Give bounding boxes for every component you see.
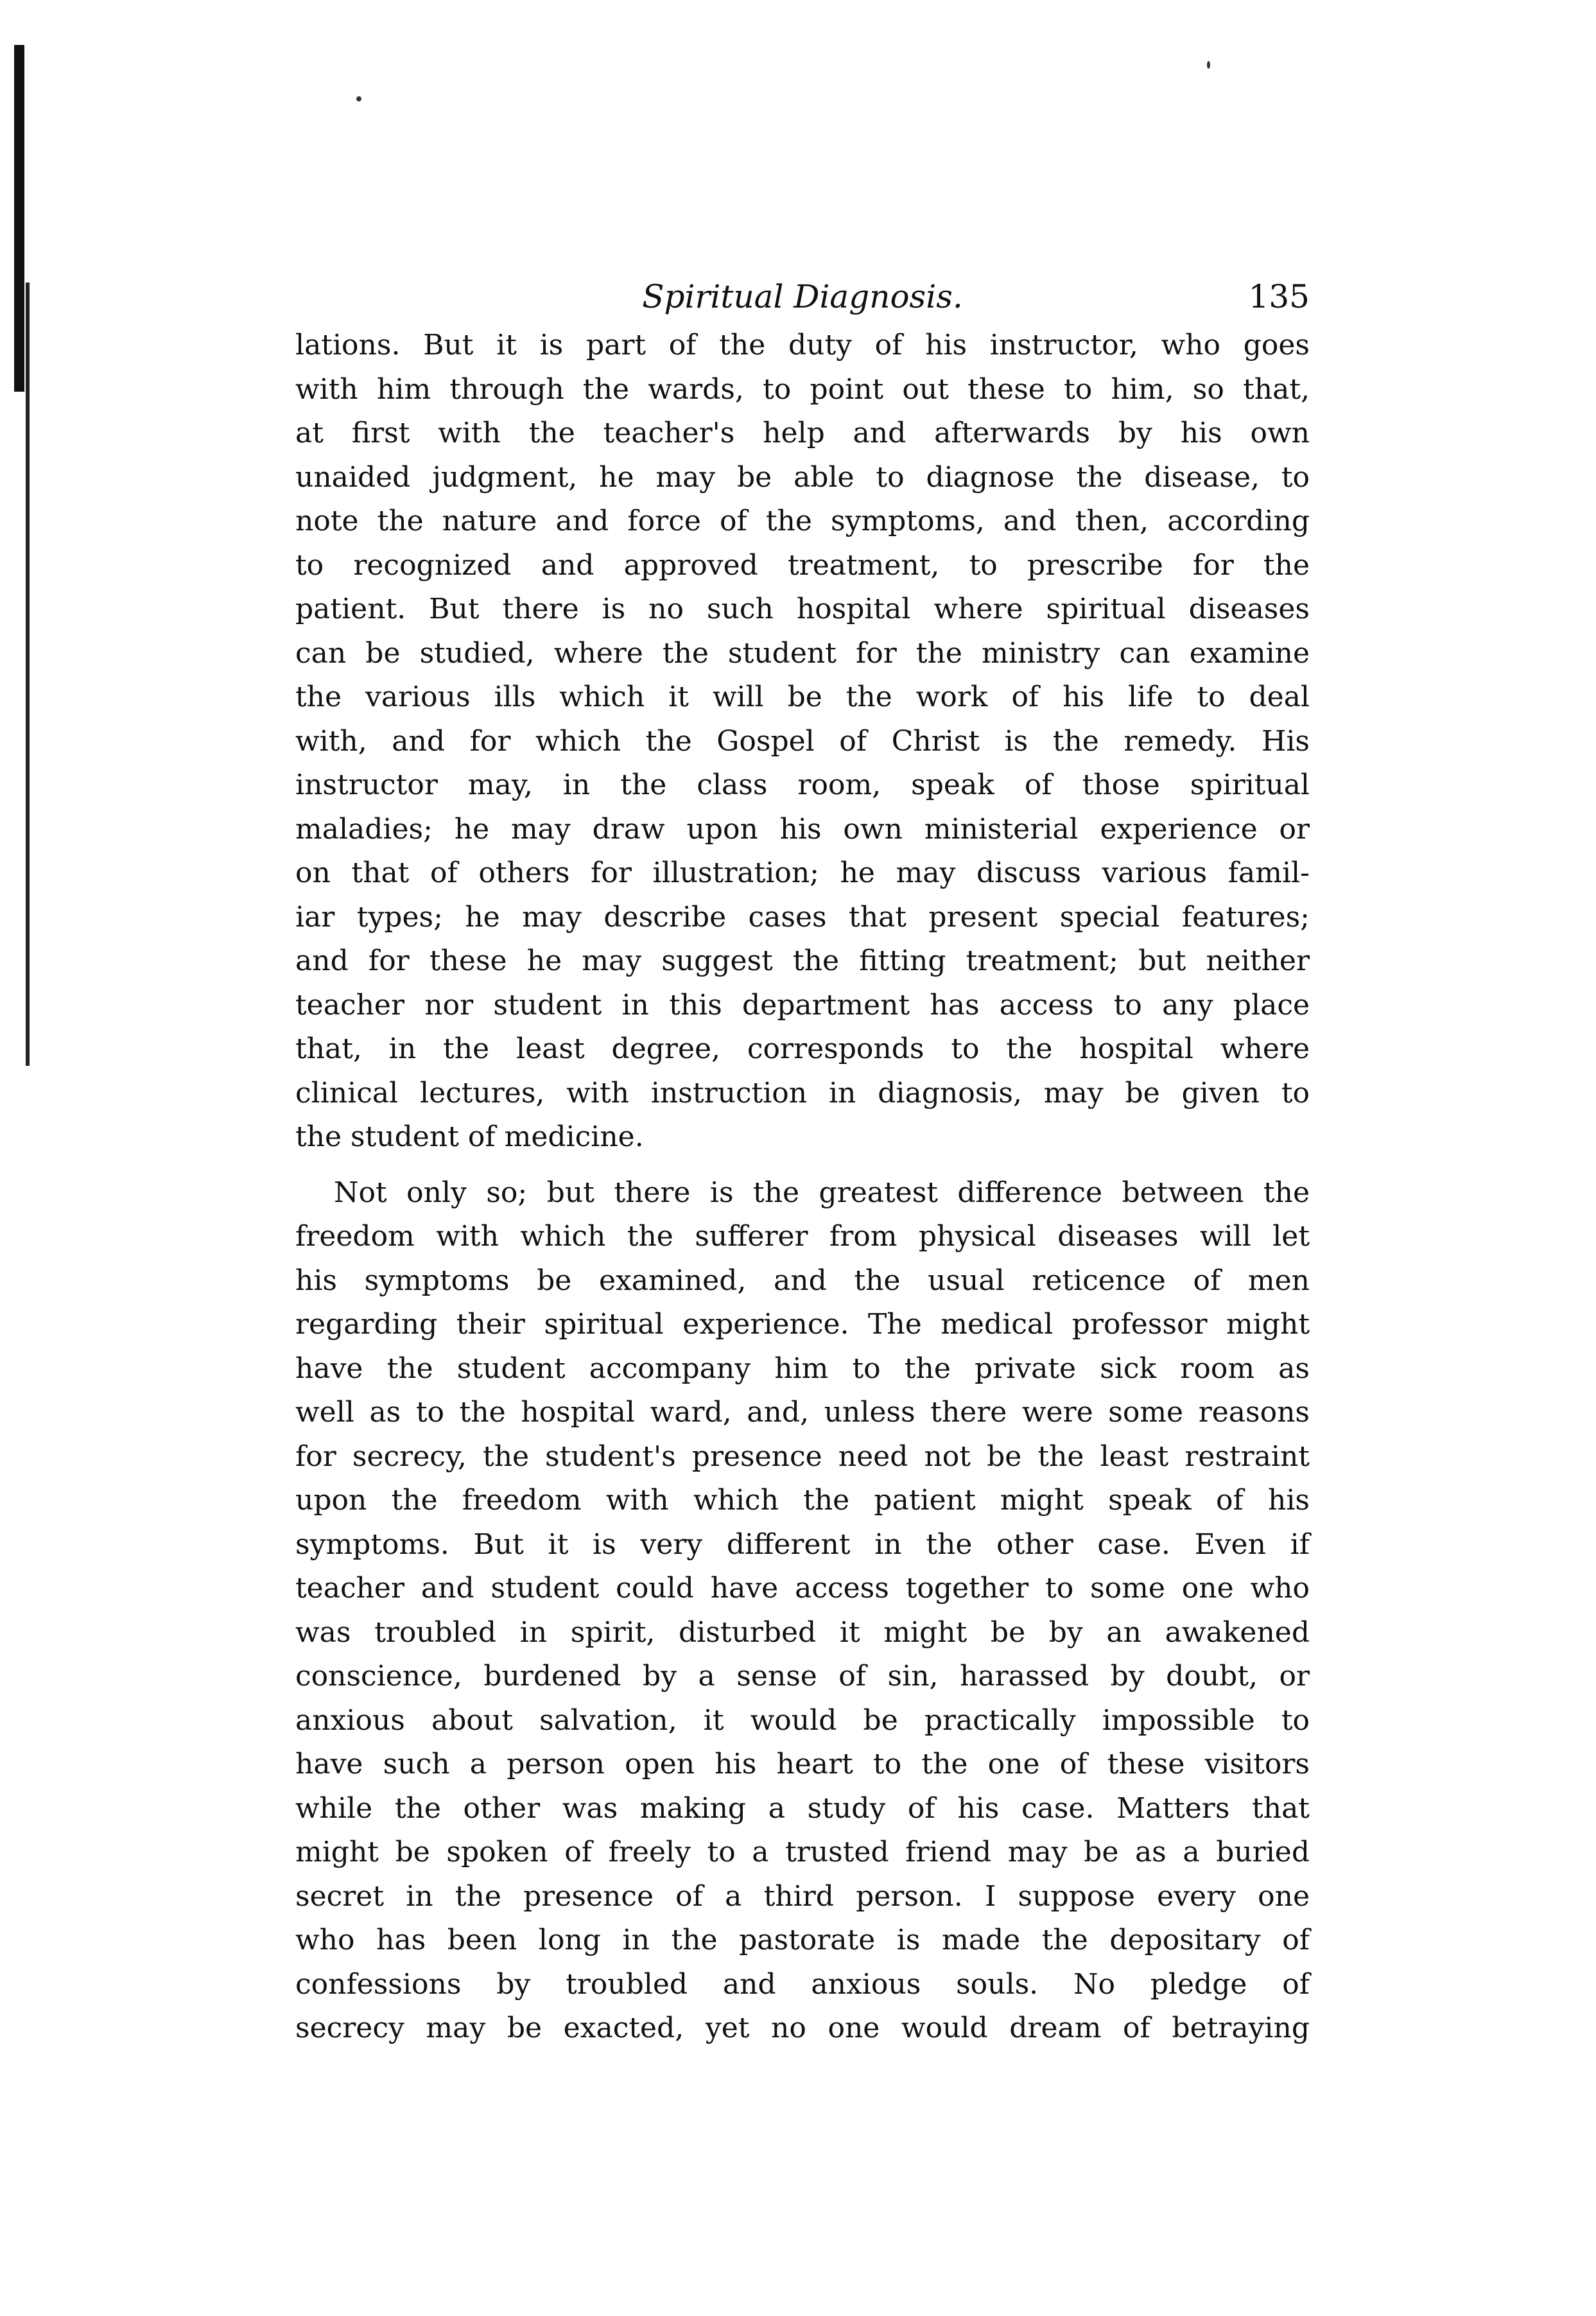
binding-shadow	[14, 45, 24, 392]
text-line: secrecy may be exacted, yet no one would dream of betraying	[295, 2012, 1310, 2044]
paragraph	[295, 1171, 1310, 2051]
paragraph-gap	[295, 1160, 1310, 1171]
text-line: that, in the least degree, corresponds to the hospital where	[295, 1032, 1310, 1065]
running-title: Spiritual Diagnosis.	[642, 278, 963, 315]
text-line: might be spoken of freely to a trusted friend may be as a buried	[295, 1836, 1310, 1868]
text-line: while the other was making a study of his case. Matters that	[295, 1791, 1310, 1825]
text-line: Not only so; but there is the greatest difference between the	[334, 1176, 1310, 1209]
ink-speck	[1207, 61, 1210, 69]
text-line: note the nature and force of the symptoms, and then, according	[295, 505, 1310, 537]
text-line: was troubled in spirit, disturbed it might be by an awakened	[295, 1615, 1310, 1649]
text-line: have such a person open his heart to the one of these visitors	[295, 1748, 1310, 1781]
text-line: for secrecy, the student's presence need not be the least restraint	[295, 1440, 1310, 1473]
paragraph	[295, 324, 1310, 1160]
text-line: patient. But there is no such hospital where spiritual diseases	[295, 593, 1310, 625]
text-line: and for these he may suggest the fitting treatment; but neither	[295, 945, 1310, 977]
text-line: secret in the presence of a third person. I suppose every one	[295, 1879, 1310, 1913]
text-line: instructor may, in the class room, speak of those spiritual	[295, 769, 1310, 801]
text-line: on that of others for illustration; he may discuss various famil-	[295, 857, 1310, 889]
text-line: lations. But it is part of the duty of his instructor, who goes	[295, 329, 1310, 361]
text-line: who has been long in the pastorate is made the depositary of	[295, 1924, 1310, 1956]
text-line: at first with the teacher's help and afterwards by his own	[295, 417, 1310, 449]
text-line: anxious about salvation, it would be practically impossible to	[295, 1703, 1310, 1737]
text-line: the various ills which it will be the work of his life to deal	[295, 681, 1310, 713]
ink-speck	[356, 96, 361, 101]
text-line: have the student accompany him to the private sick room as	[295, 1352, 1310, 1385]
text-line: iar types; he may describe cases that present special features;	[295, 900, 1310, 934]
text-line: can be studied, where the student for the ministry can examine	[295, 636, 1310, 670]
text-line: confessions by troubled and anxious souls. No pledge of	[295, 1967, 1310, 2001]
text-line: to recognized and approved treatment, to prescribe for the	[295, 548, 1310, 582]
text-line: upon the freedom with which the patient might speak of his	[295, 1484, 1310, 1517]
text-line: clinical lectures, with instruction in diagnosis, may be given to	[295, 1076, 1310, 1110]
text-line: conscience, burdened by a sense of sin, harassed by doubt, or	[295, 1660, 1310, 1693]
text-line: with him through the wards, to point out these to him, so that,	[295, 372, 1310, 406]
text-line: regarding their spiritual experience. The medical professor might	[295, 1308, 1310, 1341]
text-line: teacher and student could have access together to some one who	[295, 1572, 1310, 1605]
body-text	[295, 324, 1310, 2051]
text-line: symptoms. But it is very different in the other case. Even if	[295, 1528, 1310, 1561]
page-number: 135	[1248, 278, 1310, 315]
binding-shadow-lower	[26, 283, 30, 1066]
text-line: teacher nor student in this department has access to any place	[295, 988, 1310, 1022]
text-line: his symptoms be examined, and the usual reticence of men	[295, 1264, 1310, 1297]
text-line: well as to the hospital ward, and, unless there were some reasons	[295, 1396, 1310, 1429]
text-line: with, and for which the Gospel of Christ is the remedy. His	[295, 724, 1310, 758]
text-line: freedom with which the sufferer from physical diseases will let	[295, 1220, 1310, 1253]
text-line: unaided judgment, he may be able to diagnose the disease, to	[295, 460, 1310, 494]
running-head	[295, 271, 1310, 322]
text-line: maladies; he may draw upon his own ministerial experience or	[295, 812, 1310, 846]
text-line: the student of medicine.	[295, 1120, 644, 1153]
